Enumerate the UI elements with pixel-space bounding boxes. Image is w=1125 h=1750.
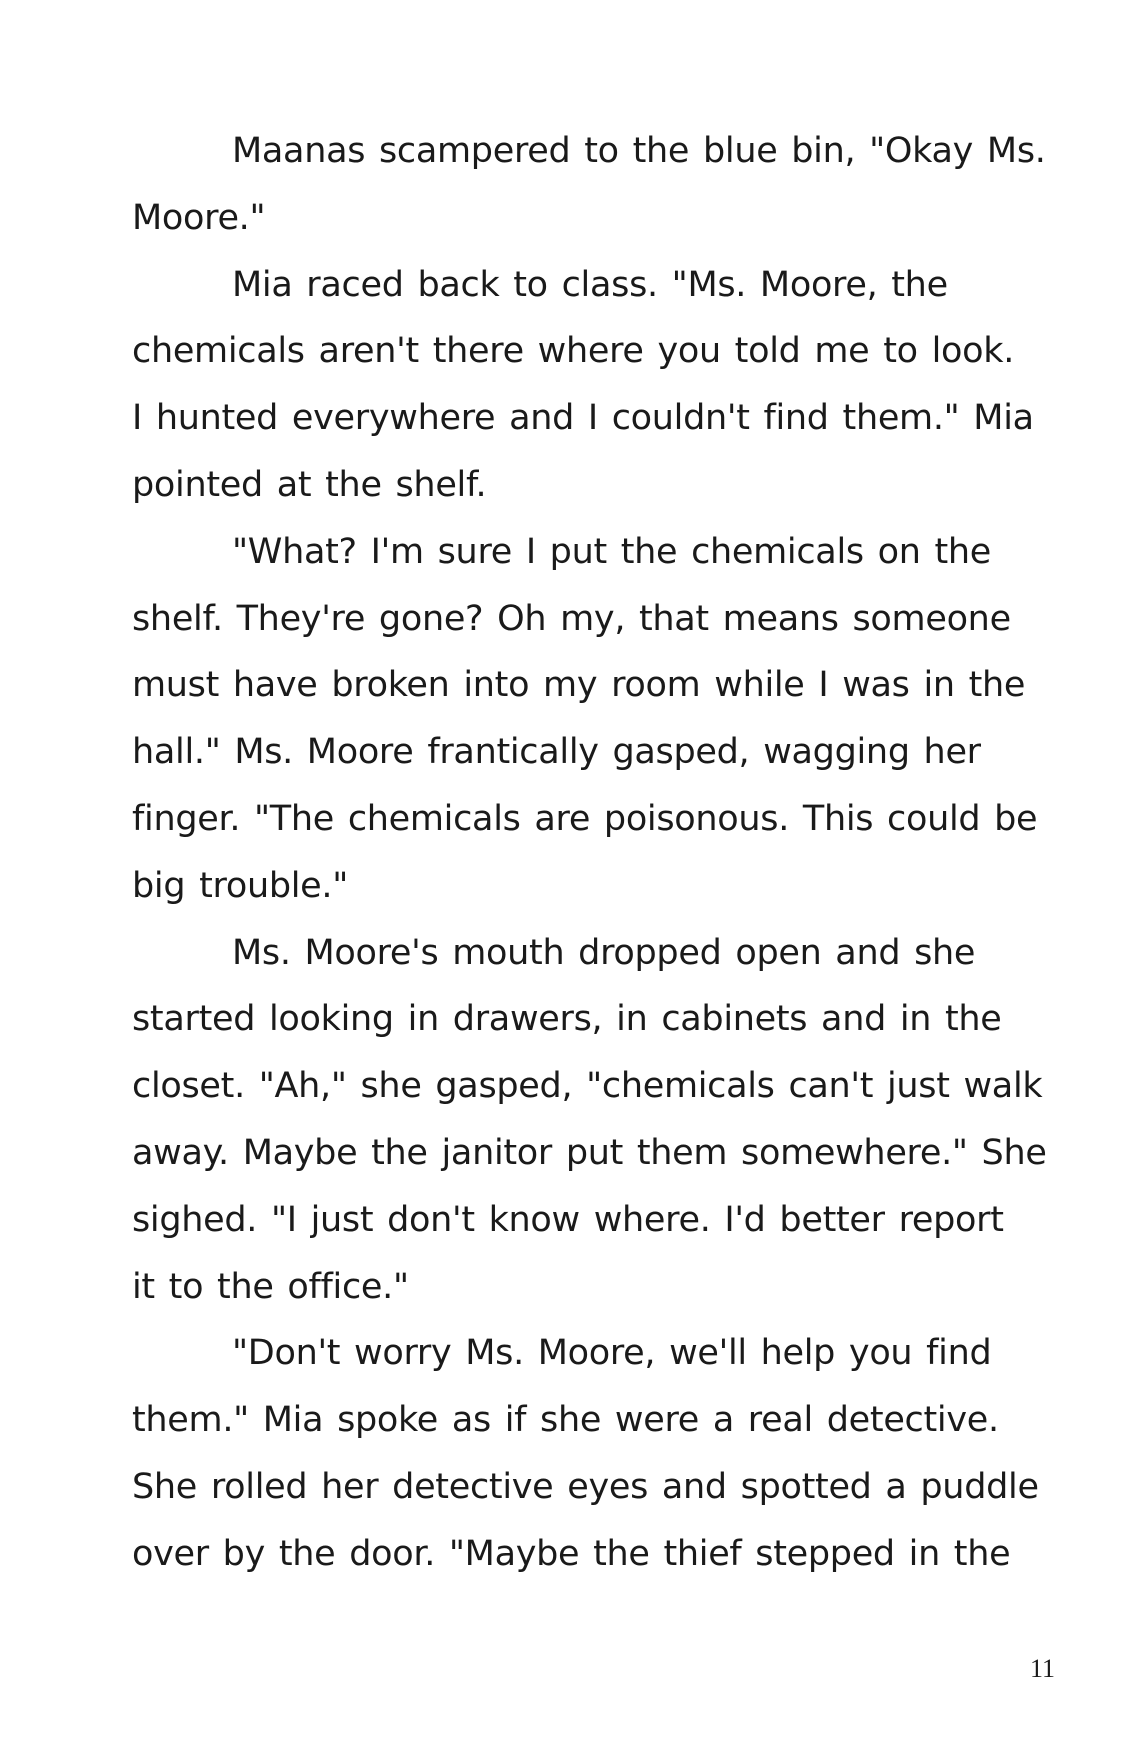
text-line: "What? I'm sure I put the chemicals on the (232, 531, 991, 572)
text-line: away. Maybe the janitor put them somewhere." She (132, 1132, 1047, 1173)
text-line: sighed. "I just don't know where. I'd better report (132, 1199, 1004, 1240)
text-line: must have broken into my room while I was in the (132, 665, 1026, 706)
text-line: I hunted everywhere and I couldn't find them." Mia (132, 398, 1034, 439)
text-line: Moore." (132, 197, 266, 238)
text-line: started looking in drawers, in cabinets and in the (132, 999, 1002, 1040)
text-line: hall." Ms. Moore frantically gasped, wagging her (132, 732, 981, 773)
text-line: them." Mia spoke as if she were a real detective. (132, 1400, 999, 1441)
text-line: closet. "Ah," she gasped, "chemicals can't just walk (132, 1066, 1043, 1107)
text-line: chemicals aren't there where you told me to look. (132, 331, 1015, 372)
page-number: 11 (1029, 1654, 1055, 1683)
text-line: Maanas scampered to the blue bin, "Okay Ms. (232, 131, 1046, 171)
text-line: She rolled her detective eyes and spotted a puddle (132, 1466, 1039, 1507)
text-line: pointed at the shelf. (132, 464, 487, 505)
body-text (132, 118, 1047, 1588)
text-line: shelf. They're gone? Oh my, that means someone (132, 598, 1011, 639)
text-line: finger. "The chemicals are poisonous. This could be (132, 798, 1038, 839)
text-line: Ms. Moore's mouth dropped open and she (232, 932, 976, 973)
text-line: it to the office." (132, 1266, 409, 1307)
text-line: big trouble." (132, 865, 349, 906)
text-line: "Don't worry Ms. Moore, we'll help you find (232, 1333, 992, 1374)
text-line: over by the door. "Maybe the thief stepped in the (132, 1533, 1011, 1574)
text-line: Mia raced back to class. "Ms. Moore, the (232, 264, 948, 305)
